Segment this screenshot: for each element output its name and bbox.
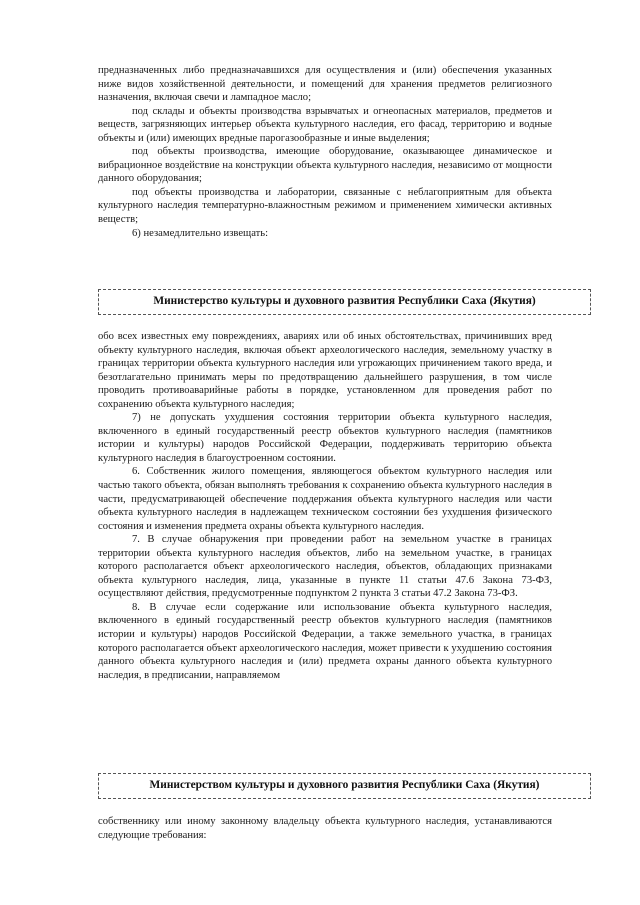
paragraph: под склады и объекты производства взрывчатых и огнеопасных материалов, предметов и веществ, загрязняющих интерьер объекта культурного наследия, его фасад, территорию и водные объекты и (или) имеющих вредные парогазообразные и иные выделения;	[98, 105, 552, 144]
paragraph: собственнику или иному законному владельцу объекта культурного наследия, устанавливаются следующие требования:	[98, 816, 552, 841]
paragraph: предназначенных либо предназначавшихся для осуществления и (или) обеспечения указанных ниже видов хозяйственной деятельности, и помещений для хранения предметов религиозного назначения, включая свечи и лампадное масло;	[98, 65, 552, 104]
ministry-banner: Министерство культуры и духовного развития Республики Саха (Якутия)	[98, 289, 591, 315]
paragraph: под объекты производства и лаборатории, связанные с неблагоприятным для объекта культурного наследия температурно-влажностным режимом и применением химически активных веществ;	[98, 186, 552, 226]
paragraph: 7) не допускать ухудшения состояния территории объекта культурного наследия, включенного в единый государственный реестр объектов культурного наследия (памятников истории и культуры) народов Российской Федерации, поддерживать территорию объекта культурного наследия в благоустроенном состоянии.	[98, 412, 552, 464]
text-section-2	[98, 330, 552, 682]
paragraph: под объекты производства, имеющие оборудование, оказывающее динамическое и вибрационное воздействие на конструкции объекта культурного наследия, независимо от мощности данного оборудования;	[98, 146, 552, 185]
paragraph: 8. В случае если содержание или использование объекта культурного наследия, включенного в единый государственный реестр объектов культурного наследия (памятников истории и культуры) народов Российской Федерации, а также земельного участка, в границах которого располагается объект археологического наследия, может привести к ухудшению состояния данного объекта культурного наследия и (или) предмета охраны данного объекта культурного наследия, в предписании, направляемом	[98, 601, 552, 681]
text-section-1	[98, 64, 552, 240]
ministry-banner: Министерством культуры и духовного развития Республики Саха (Якутия)	[98, 773, 591, 799]
text-section-3	[98, 815, 552, 842]
paragraph: 7. В случае обнаружения при проведении работ на земельном участке в границах территории объекта культурного наследия объектов, либо на земельном участке, в границах которого располагается объект археологического наследия, объектов, обладающих признаками объекта культурного наследия, лица, указанные в пункте 11 статьи 47.6 Закона 73-ФЗ, осуществляют действия, предусмотренные подпунктом 2 пункта 3 статьи 47.2 Закона 73-ФЗ.	[98, 534, 552, 600]
paragraph: 6. Собственник жилого помещения, являющегося объектом культурного наследия или частью такого объекта, обязан выполнять требования к сохранению объекта культурного наследия в части, предусматривающей обеспечение поддержания объекта культурного наследия или части объекта культурного наследия в надлежащем техническом состоянии без ухудшения физического состояния и изменения предмета охраны объекта культурного наследия.	[98, 466, 552, 532]
paragraph: 6) незамедлительно извещать:	[132, 227, 269, 239]
paragraph: обо всех известных ему повреждениях, авариях или об иных обстоятельствах, причинивших вред объекту культурного наследия, включая объект археологического наследия, земельному участку в границах территории объекта культурного наследия или угрожающих причинением такого вреда, и безотлагательно принимать меры по предотвращению дальнейшего разрушения, в том числе проводить противоаварийные работы в порядке, установленном для проведения работ по сохранению объекта культурного наследия;	[98, 331, 552, 410]
